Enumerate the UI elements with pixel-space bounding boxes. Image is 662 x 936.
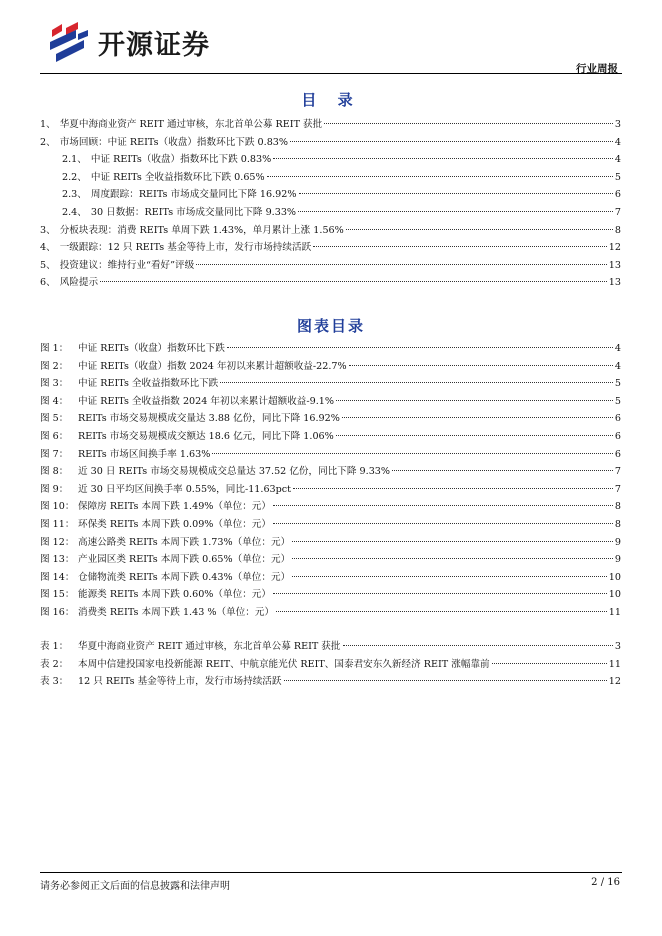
entry-title: 中证 REITs（收盘）指数环比下跌 0.83% [90,154,272,166]
entry-page: 11 [608,658,621,670]
entry-number: 图 16： [40,606,75,618]
entry-number: 图 11： [40,518,75,530]
figures-entry[interactable] [40,375,621,393]
figures-entry[interactable] [40,551,621,569]
dot-leader [293,488,613,489]
entry-page: 5 [614,378,621,390]
entry-title: 周度跟踪：REITs 市场成交量同比下降 16.92% [90,189,297,201]
entry-title: 环保类 REITs 本周下跌 0.09%（单位：元） [78,518,271,530]
entry-number: 2.1、 [62,154,87,166]
entry-number: 3、 [40,224,56,236]
entry-title: 近 30 日平均区间换手率 0.55%，同比-11.63pct [78,483,292,495]
entry-title: 高速公路类 REITs 本周下跌 1.73%（单位：元） [78,536,291,548]
toc-entry[interactable] [40,169,621,187]
dot-leader [313,246,607,247]
entry-number: 表 1： [40,641,69,652]
entry-number: 5、 [40,259,56,271]
dot-leader [273,523,613,524]
entry-title: 市场回顾：中证 REITs（收盘）指数环比下跌 0.83% [59,136,289,148]
entry-number: 图 2： [40,360,69,372]
dot-leader [392,470,613,471]
entry-page: 5 [614,171,621,183]
entry-title: 本周中信建投国家电投新能源 REIT、中航京能光伏 REIT、国泰君安东久新经济 REIT 涨幅靠前 [78,658,490,670]
dot-leader [343,645,613,646]
entry-title: 能源类 REITs 本周下跌 0.60%（单位：元） [78,589,271,601]
entry-title: 华夏中海商业资产 REIT 通过审核，东北首单公募 REIT 获批 [78,641,341,652]
entry-page: 3 [614,641,621,652]
figures-entry[interactable] [40,481,621,499]
entry-page: 4 [614,136,621,148]
entry-number: 1、 [40,119,56,130]
dot-leader [292,541,613,542]
tables-entry[interactable] [40,656,621,674]
toc-title: 目 录 [301,91,361,109]
figures-entry[interactable] [40,393,621,411]
dot-leader [284,680,607,681]
entry-page: 3 [614,119,621,130]
entry-page: 4 [614,154,621,166]
entry-page: 13 [608,259,621,271]
entry-page: 13 [608,277,621,289]
toc-entry[interactable] [40,151,621,169]
toc-entry[interactable] [40,239,621,257]
brand-logo [48,22,210,62]
entry-page: 4 [614,360,621,372]
report-type-label: 行业周报 [576,63,618,75]
figures-entry[interactable] [40,340,621,358]
entry-title: 中证 REITs 全收益指数环比下跌 0.65% [90,171,265,183]
tables-entry[interactable] [40,673,621,691]
figures-entry[interactable] [40,569,621,587]
entry-title: 12 只 REITs 基金等待上市，发行市场持续活跃 [78,676,282,688]
entry-page: 6 [614,413,621,425]
dot-leader [324,123,613,124]
figures-entry[interactable] [40,410,621,428]
dot-leader [273,593,607,594]
entry-title: 中证 REITs（收盘）指数 2024 年初以来累计超额收益-22.7% [78,360,347,372]
entry-title: 投资建议：维持行业“看好”评级 [59,259,195,271]
entry-title: REITs 市场交易规模成交额达 18.6 亿元，同比下降 1.06% [78,430,334,442]
entry-title: 消费类 REITs 本周下跌 1.43 %（单位：元） [78,606,275,618]
figure-toc-title: 图表目录 [296,317,365,335]
dot-leader [273,505,613,506]
entry-page: 6 [614,448,621,460]
figures-entry[interactable] [40,498,621,516]
entry-page: 12 [608,676,621,688]
dot-leader [212,453,613,454]
entry-page: 6 [614,189,621,201]
entry-number: 图 13： [40,554,75,566]
entry-title: 风险提示 [59,277,99,289]
entry-title: 保障房 REITs 本周下跌 1.49%（单位：元） [78,501,271,513]
entry-number: 图 9： [40,483,69,495]
dot-leader [349,365,613,366]
entry-number: 图 14： [40,571,75,583]
toc-entry[interactable] [40,257,621,275]
logo-mark-icon [48,22,92,62]
toc-entry[interactable] [40,186,621,204]
dot-leader [267,176,613,177]
toc-entry[interactable] [40,222,621,240]
entry-page: 10 [608,571,621,583]
entry-title: REITs 市场交易规模成交量达 3.88 亿份，同比下降 16.92% [78,413,340,425]
entry-number: 图 8： [40,466,69,478]
dot-leader [346,229,613,230]
entry-page: 5 [614,395,621,407]
entry-number: 图 10： [40,501,75,513]
toc-list [40,116,621,292]
figures-entry[interactable] [40,604,621,622]
entry-title: 产业园区类 REITs 本周下跌 0.65%（单位：元） [78,554,291,566]
figures-entry[interactable] [40,428,621,446]
entry-number: 图 3： [40,378,69,390]
entry-number: 图 7： [40,448,69,460]
dot-leader [100,281,607,282]
dot-leader [290,141,613,142]
entry-title: 华夏中海商业资产 REIT 通过审核，东北首单公募 REIT 获批 [59,119,323,130]
dot-leader [336,435,613,436]
entry-page: 8 [614,224,621,236]
toc-entry[interactable] [40,204,621,222]
figures-entry[interactable] [40,463,621,481]
brand-name: 开源证券 [98,29,210,61]
entry-page: 9 [614,554,621,566]
entry-title: 30 日数据：REITs 市场成交量同比下降 9.33% [90,206,297,218]
entry-page: 4 [614,343,621,354]
entry-page: 12 [608,242,621,254]
entry-number: 图 15： [40,589,75,601]
entry-number: 图 5： [40,413,69,425]
entry-number: 图 12： [40,536,75,548]
entry-page: 7 [614,206,621,218]
entry-number: 图 4： [40,395,69,407]
figure-toc-list [40,340,621,622]
entry-number: 2.4、 [62,206,87,218]
entry-page: 8 [614,501,621,513]
entry-number: 图 1： [40,343,69,354]
dot-leader [342,417,613,418]
dot-leader [298,211,613,212]
entry-number: 表 2： [40,658,69,670]
footer-page-number: 2 / 16 [591,877,620,888]
table-toc-list [40,638,621,691]
entry-number: 2.3、 [62,189,87,201]
entry-number: 6、 [40,277,56,289]
dot-leader [227,347,613,348]
toc-entry[interactable] [40,116,621,134]
entry-title: 分板块表现：消费 REITs 单周下跌 1.43%，单月累计上涨 1.56% [59,224,344,236]
figures-entry[interactable] [40,586,621,604]
dot-leader [299,193,613,194]
entry-number: 图 6： [40,430,69,442]
header-divider [40,73,622,74]
figures-entry[interactable] [40,358,621,376]
footer-divider [40,872,622,873]
figures-entry[interactable] [40,534,621,552]
entry-page: 6 [614,430,621,442]
toc-entry[interactable] [40,134,621,152]
toc-entry[interactable] [40,274,621,292]
tables-entry[interactable] [40,638,621,656]
entry-page: 11 [608,606,621,618]
figures-entry[interactable] [40,446,621,464]
entry-number: 2.2、 [62,171,87,183]
footer-disclaimer: 请务必参阅正文后面的信息披露和法律声明 [40,881,230,892]
entry-title: 仓储物流类 REITs 本周下跌 0.43%（单位：元） [78,571,291,583]
dot-leader [292,558,613,559]
entry-number: 2、 [40,136,56,148]
entry-title: REITs 市场区间换手率 1.63% [78,448,211,460]
dot-leader [196,264,607,265]
entry-title: 近 30 日 REITs 市场交易规模成交总量达 37.52 亿份，同比下降 9.33% [78,466,391,478]
entry-page: 7 [614,483,621,495]
entry-page: 7 [614,466,621,478]
figures-entry[interactable] [40,516,621,534]
entry-page: 10 [608,589,621,601]
entry-number: 表 3： [40,676,69,688]
dot-leader [492,663,607,664]
dot-leader [276,611,607,612]
entry-number: 4、 [40,242,56,254]
entry-title: 一级跟踪：12 只 REITs 基金等待上市，发行市场持续活跃 [59,242,312,254]
entry-title: 中证 REITs（收盘）指数环比下跌 [78,343,225,354]
dot-leader [336,400,613,401]
entry-title: 中证 REITs 全收益指数 2024 年初以来累计超额收益-9.1% [78,395,334,407]
entry-title: 中证 REITs 全收益指数环比下跌 [78,378,219,390]
entry-page: 8 [614,518,621,530]
dot-leader [292,576,607,577]
entry-page: 9 [614,536,621,548]
dot-leader [220,382,613,383]
dot-leader [273,158,613,159]
